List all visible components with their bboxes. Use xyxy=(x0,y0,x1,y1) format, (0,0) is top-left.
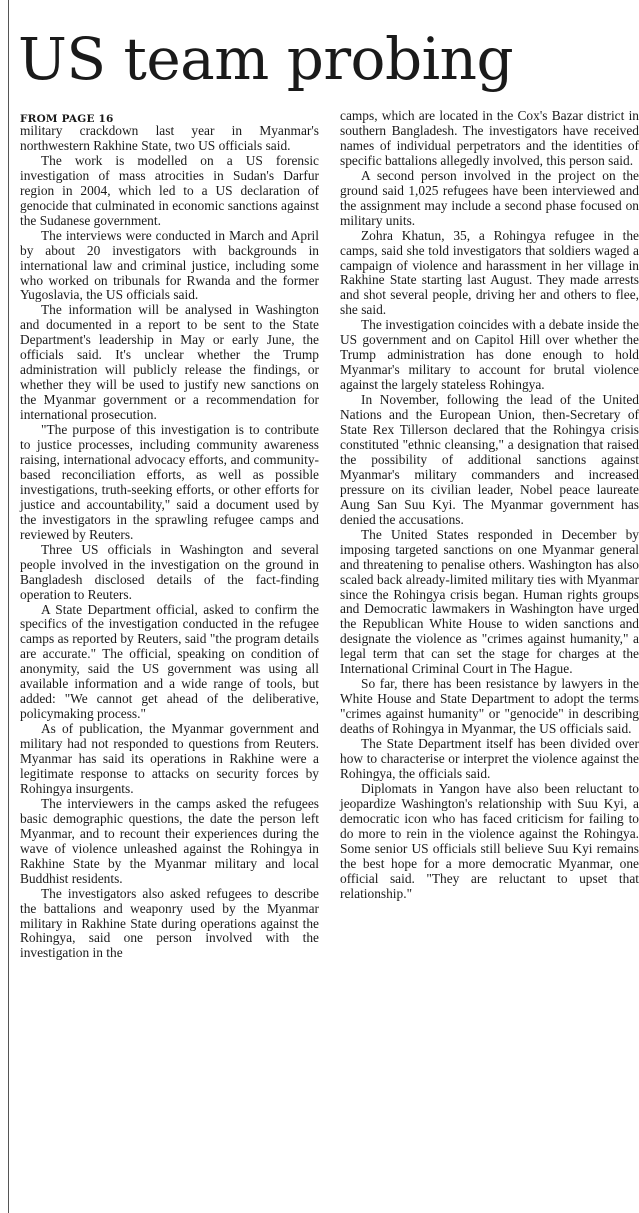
article-paragraph: The United States responded in December by imposing targeted sanctions on one Myanmar general and threatening to penalise others. Washington has also scaled back already-limited military ties with Myanmar since the Rohingya crisis began. Human rights groups and Democratic lawmakers in Washington have urged the Republican White House to widen sanctions and designate the violence as "crimes against humanity," a legal term that can set the stage for charges at the International Criminal Court in The Hague. xyxy=(340,526,639,677)
article-paragraph: "The purpose of this investigation is to contribute to justice processes, including community awareness raising, international advocacy efforts, and community-based reconciliation efforts, as well as possible investigations, truth-seeking efforts, or other efforts for justice and accountability," said a document used by the investigators in the sprawling refugee camps and reviewed by Reuters. xyxy=(20,422,319,542)
article-paragraph: The interviews were conducted in March and April by about 20 investigators with backgrounds in international law and criminal justice, including some who worked on tribunals for Rwanda and the former Yugoslavia, the US officials said. xyxy=(20,227,319,303)
article-paragraph: In November, following the lead of the United Nations and the European Union, then-Secretary of State Rex Tillerson declared that the Rohingya crisis constituted "ethnic cleansing," a designation that raised the possibility of additional sanctions against Myanmar's military commanders and increased pressure on its civilian leader, Nobel peace laureate Aung San Suu Kyi. The Myanmar government has denied the accusations. xyxy=(340,392,639,527)
article-paragraph: The State Department itself has been divided over how to characterise or interpret the violence against the Rohingya, the officials said. xyxy=(340,736,639,781)
continued-from-label: FROM PAGE 16 xyxy=(20,113,114,125)
cropped-previous-line xyxy=(20,0,639,4)
article-paragraph: camps, which are located in the Cox's Bazar district in southern Bangladesh. The investigators have received names of individual perpetrators and the identities of specific battalions allegedly involved, this person said. xyxy=(340,108,639,168)
article-paragraph: A State Department official, asked to confirm the specifics of the investigation conducted in the refugee camps as reported by Reuters, said "the program details are accurate." The official, speaking on condition of anonymity, said the US government was using all available information and a wide range of tools, but added: "We cannot get ahead of the deliberative, policymaking process." xyxy=(20,601,319,722)
column-rule xyxy=(8,0,9,1213)
article-paragraph: military crackdown last year in Myanmar's northwestern Rakhine State, two US officials said. xyxy=(20,123,319,153)
article-paragraph: Diplomats in Yangon have also been reluctant to jeopardize Washington's relationship with Suu Kyi, a democratic icon who has faced criticism for failing to do more to rein in the violence against the Rohingya. Some senior US officials still believe Suu Kyi remains the best hope for a more democratic Myanmar, one official said. "They are reluctant to upset that relationship." xyxy=(340,780,639,901)
article-paragraph: Zohra Khatun, 35, a Rohingya refugee in the camps, said she told investigators that soldiers waged a campaign of violence and harassment in her village in Rakhine State starting last August. They made arrests and shot several people, driving her and others to flee, she said. xyxy=(340,227,639,318)
article-paragraph: The work is modelled on a US forensic investigation of mass atrocities in Sudan's Darfur region in 2004, which led to a US declaration of genocide that culminated in economic sanctions against the Sudanese government. xyxy=(20,152,319,228)
article-paragraph: The information will be analysed in Washington and documented in a report to be sent to the State Department's leadership in May or early June, the officials said. It's unclear whether the Trump administration will publicly release the findings, or whether they will be used to justify new sanctions on the Myanmar government or a recommendation for international prosecution. xyxy=(20,302,319,423)
article-paragraph: As of publication, the Myanmar government and military had not responded to questions from Reuters. Myanmar has said its operations in Rakhine were a legitimate response to attacks on security forces by Rohingya insurgents. xyxy=(20,721,319,796)
article-column-left xyxy=(20,124,319,961)
article-paragraph: The interviewers in the camps asked the refugees basic demographic questions, the date the person left Myanmar, and to recount their experiences during the wave of violence unleashed against the Rohingya in Rakhine State by the Myanmar military and local Buddhist residents. xyxy=(20,795,319,886)
article-paragraph: The investigation coincides with a debate inside the US government and on Capitol Hill over whether the Trump administration has done enough to hold Myanmar's military to account for brutal violence against the largely stateless Rohingya. xyxy=(340,317,639,393)
article-column-right xyxy=(340,109,639,902)
article-paragraph: So far, there has been resistance by lawyers in the White House and State Department to adopt the terms "crimes against humanity" or "genocide" in describing deaths of Rohingya in Myanmar, the US officials said. xyxy=(340,676,639,737)
article-paragraph: A second person involved in the project on the ground said 1,025 refugees have been interviewed and the assignment may include a second phase focused on military units. xyxy=(340,167,639,228)
headline: US team probing xyxy=(18,25,514,93)
article-paragraph: The investigators also asked refugees to describe the battalions and weaponry used by the Myanmar military in Rakhine State during operations against the Rohingya, said one person involved with the investigation in the xyxy=(20,885,319,961)
article-paragraph: Three US officials in Washington and several people involved in the investigation on the ground in Bangladesh disclosed details of the fact-finding operation to Reuters. xyxy=(20,541,319,602)
